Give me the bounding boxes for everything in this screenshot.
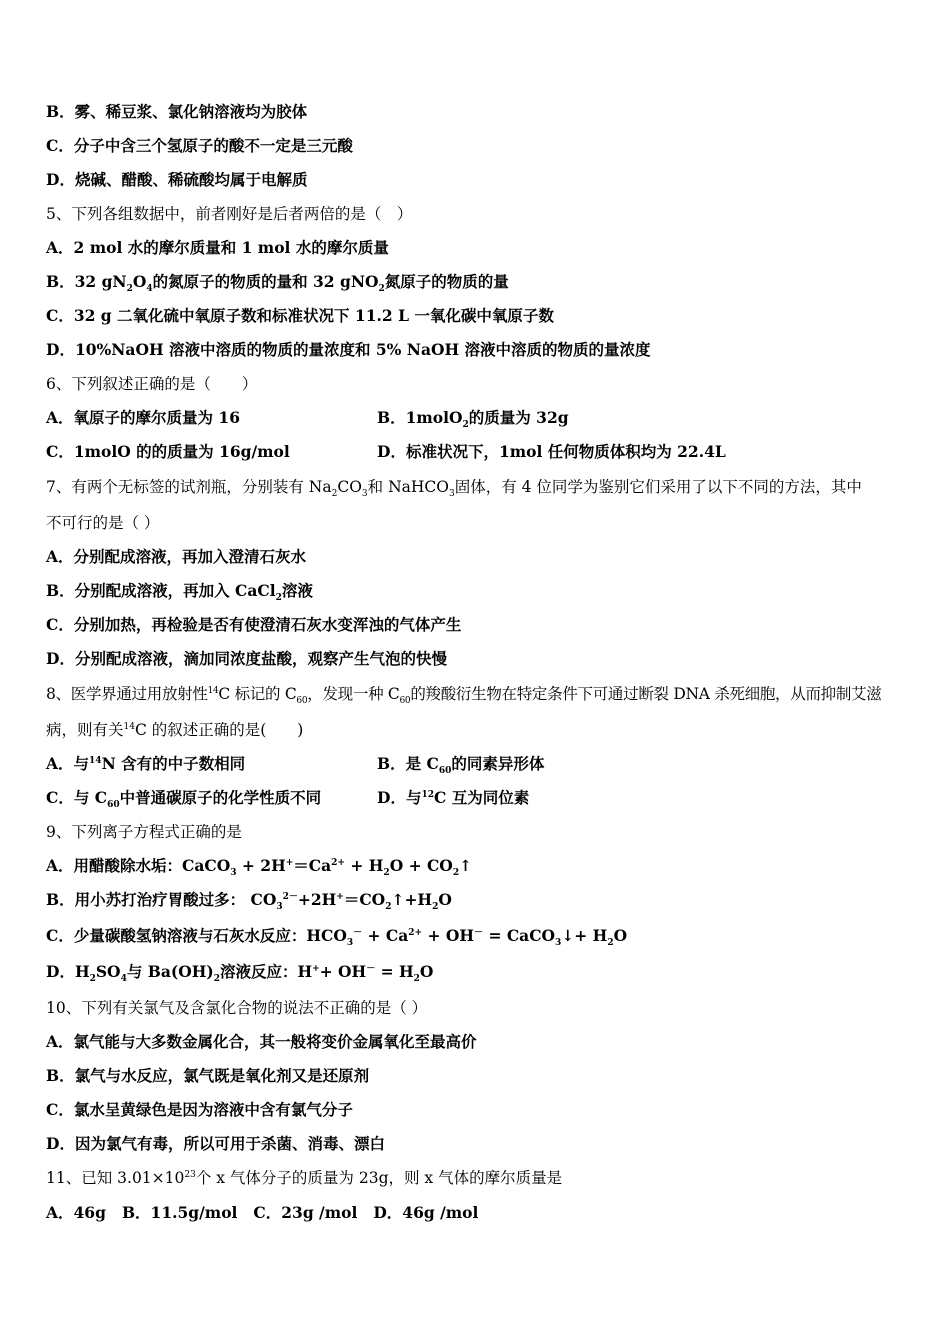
q5-option-c: C．32 g 二氧化硫中氧原子数和标准状况下 11.2 L 一氧化碳中氧原子数 — [46, 306, 554, 325]
q8-option-b: B．是 $C_{60}$的同素异形体 — [377, 754, 545, 777]
q6-row-1 — [46, 408, 569, 431]
q10-stem: 10、下列有关氯气及含氯化合物的说法不正确的是（ ） — [46, 999, 428, 1017]
q8-option-d: D．与$^{12}$C 互为同位素 — [377, 788, 530, 807]
q7-stem: 7、有两个无标签的试剂瓶，分别装有 $Na_2CO_3$和 NaHCO$_3$固体，有 4 位同学为鉴别它们采用了以下不同的方法，其中 — [46, 478, 862, 500]
q11-option-c: C．23g /mol — [253, 1203, 358, 1222]
q9-option-c: C．少量碳酸氢钠溶液与石灰水反应：$HCO_3^- + Ca^{2+} + OH^-$ = CaCO$_3$↓+ $H_2O$ — [46, 926, 628, 949]
q11-option-b: B．11.5g/mol — [121, 1203, 238, 1222]
q5-stem: 5、下列各组数据中，前者刚好是后者两倍的是（ ） — [46, 205, 413, 223]
q9-option-a: A．用醋酸除水垢：CaCO$_3$ + $2H^+=Ca^{2+} + H_2O$ + $CO_2↑$ — [46, 856, 473, 879]
q6-option-c: C．1molO 的的质量为 16g/mol — [46, 442, 290, 461]
q9-stem: 9、下列离子方程式正确的是 — [46, 823, 242, 841]
q9-option-d: D．$H_2SO_4$与 $Ba(OH)_2$溶液反应：$H^++ OH^- = H_2O$ — [46, 962, 434, 985]
q8-option-c: C．与 $C_{60}$中普通碳原子的化学性质不同 — [46, 788, 322, 811]
q6-row-2 — [46, 442, 726, 462]
q4-option-b: B．雾、稀豆浆、氯化钠溶液均为胶体 — [46, 102, 308, 121]
q7-option-d: D．分别配成溶液，滴加同浓度盐酸，观察产生气泡的快慢 — [46, 649, 447, 668]
q5-option-b: B．32 $gN_2O_4$的氮原子的物质的量和 32 gNO$_2$氮原子的物质的量 — [46, 272, 509, 295]
q10-option-b: B．氯气与水反应，氯气既是氧化剂又是还原剂 — [46, 1066, 370, 1085]
q9-option-b: B．用小苏打治疗胃酸过多： $CO_3^{2-}+2H^+=CO_2↑+H_2O$ — [46, 890, 452, 913]
q10-option-a: A．氯气能与大多数金属化合，其一般将变价金属氧化至最高价 — [46, 1032, 477, 1051]
q5-option-d: D．10%NaOH 溶液中溶质的物质的量浓度和 5% NaOH 溶液中溶质的物质的量浓度 — [46, 340, 651, 359]
q8-stem-cont: 病，则有关$^{14}$C 的叙述正确的是( ) — [46, 721, 304, 739]
q11-options — [46, 1203, 478, 1223]
q8-option-a: A．与$^{14}$N 含有的中子数相同 — [46, 754, 246, 773]
q7-option-c: C．分别加热，再检验是否有使澄清石灰水变浑浊的气体产生 — [46, 615, 462, 634]
q4-option-c: C．分子中含三个氢原子的酸不一定是三元酸 — [46, 136, 353, 155]
q11-stem: 11、已知 $3.01\times 10^{23}$个 x 气体分子的质量为 23g，则 x 气体的摩尔质量是 — [46, 1169, 563, 1187]
q10-option-c: C．氯水呈黄绿色是因为溶液中含有氯气分子 — [46, 1100, 353, 1119]
q7-stem-cont: 不可行的是（ ） — [46, 514, 160, 532]
q10-option-d: D．因为氯气有毒，所以可用于杀菌、消毒、漂白 — [46, 1134, 385, 1153]
q6-option-b: B．1molO$_2$的质量为 32g — [377, 408, 569, 431]
q4-option-d: D．烧碱、醋酸、稀硫酸均属于电解质 — [46, 170, 308, 189]
q11-option-a: A．46g — [46, 1203, 106, 1222]
q11-option-d: D．46g /mol — [373, 1203, 479, 1222]
q6-option-a: A．氧原子的摩尔质量为 16 — [46, 408, 240, 427]
q7-option-a: A．分别配成溶液，再加入澄清石灰水 — [46, 547, 307, 566]
q7-option-b: B．分别配成溶液，再加入 CaCl$_2$溶液 — [46, 581, 313, 604]
q8-row-2 — [46, 788, 530, 811]
q8-row-1 — [46, 754, 545, 777]
q8-stem: 8、医学界通过用放射性$^{14}$C 标记的 $C_{60}$，发现一种 $C_{60}$的羧酸衍生物在特定条件下可通过断裂 DNA 杀死细胞，从而抑制艾滋 — [46, 685, 882, 707]
q5-option-a: A．2 mol 水的摩尔质量和 1 mol 水的摩尔质量 — [46, 238, 389, 257]
q6-stem: 6、下列叙述正确的是（ ） — [46, 375, 258, 393]
q6-option-d: D．标准状况下，1mol 任何物质体积均为 22.4L — [377, 442, 726, 461]
